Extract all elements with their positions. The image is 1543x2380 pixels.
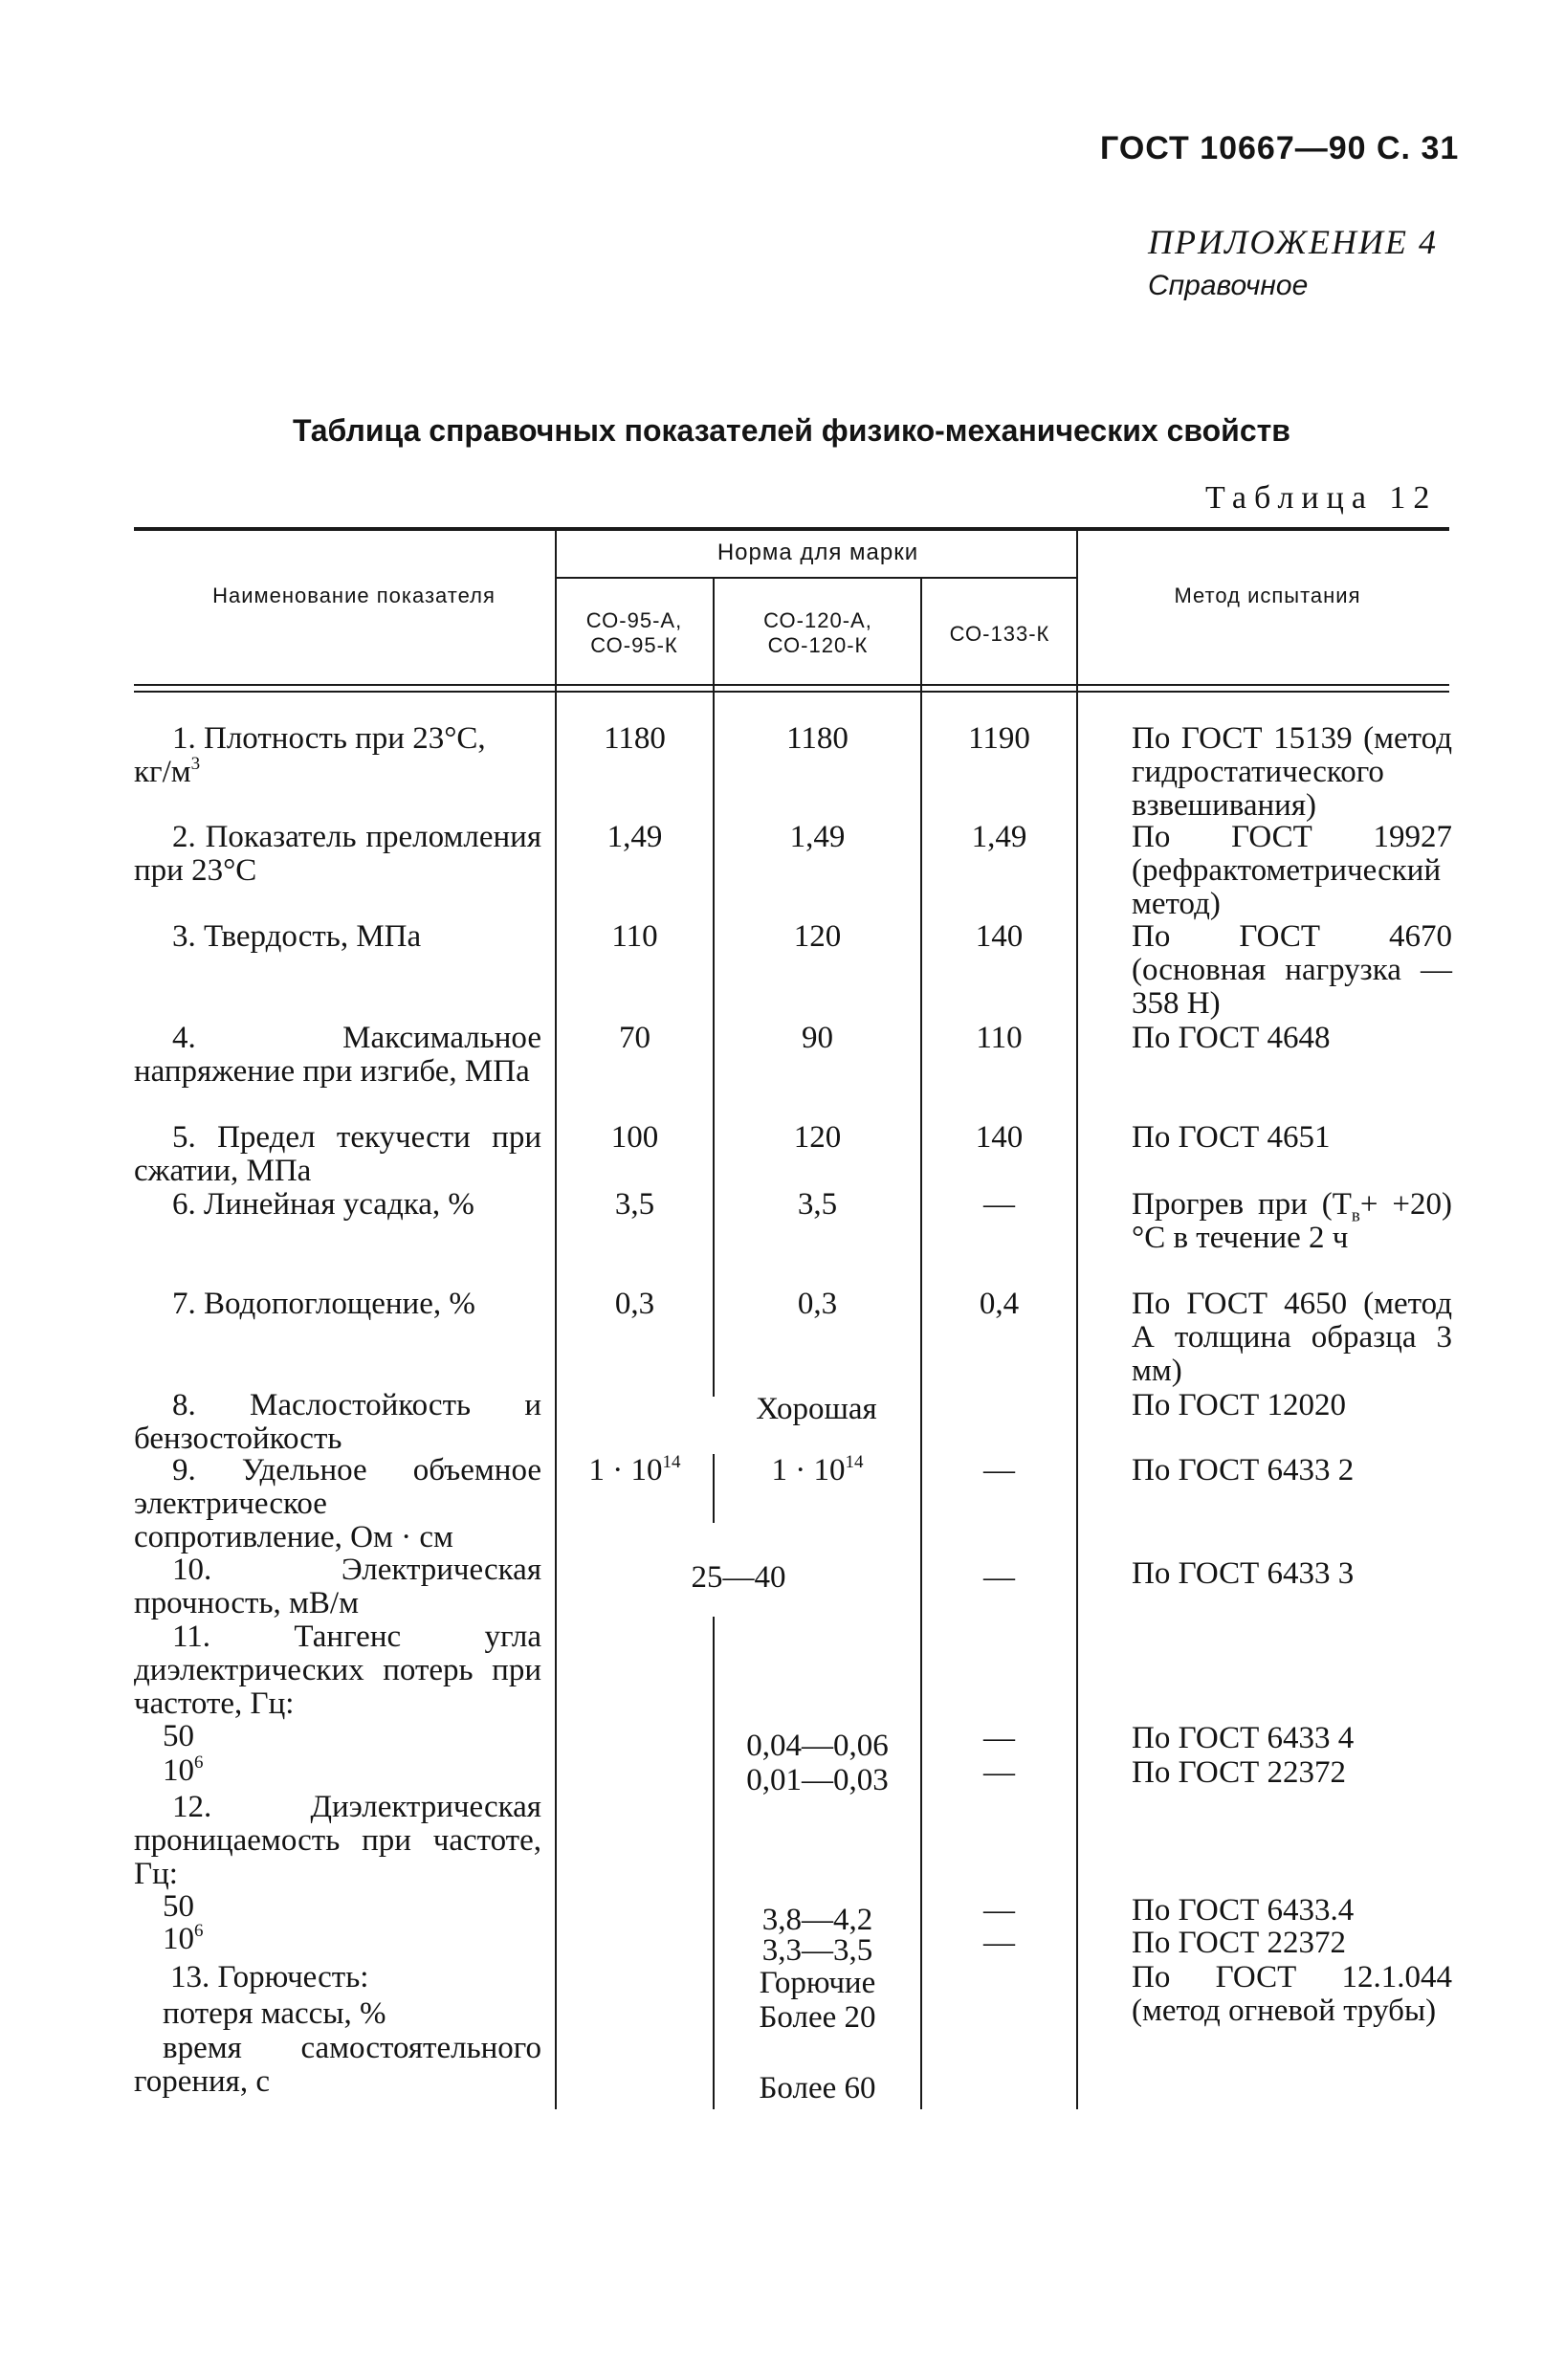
row-9-method: По ГОСТ 6433 2 bbox=[1132, 1453, 1355, 1488]
row-6-method: Прогрев при $(Т_в+ +20)^\circ С$ в течение 2 ч bbox=[1132, 1187, 1452, 1255]
col-header-method: Метод испытания bbox=[1174, 584, 1361, 607]
row-11-sub-1-method: По ГОСТ 6433 4 bbox=[1132, 1721, 1355, 1755]
row-5-grade-3: 140 bbox=[975, 1120, 1024, 1155]
row-9-grade-3: — bbox=[983, 1453, 1015, 1488]
row-12-sub-2-method: По ГОСТ 22372 bbox=[1132, 1926, 1346, 1960]
document-title: Таблица справочных показателей физико-механических свойств bbox=[293, 413, 1290, 448]
col-divider-2c bbox=[713, 1617, 715, 2109]
row-7-grade-3: 0,4 bbox=[979, 1287, 1020, 1321]
row-1-grade-1: 1180 bbox=[604, 721, 666, 756]
row-4-grade-3: 110 bbox=[976, 1021, 1023, 1055]
col-header-grade-3: СО-133-К bbox=[949, 622, 1050, 646]
row-1-grade-2: 1180 bbox=[786, 721, 849, 756]
row-10-method: По ГОСТ 6433 3 bbox=[1132, 1556, 1355, 1591]
row-13-sub-2-label: время самостоятельного горения, с bbox=[134, 2031, 541, 2099]
row-2-grade-3: 1,49 bbox=[971, 820, 1027, 854]
row-4-name: 4. Максимальное напряжение при изгибе, МПа bbox=[134, 1021, 541, 1089]
col-header-grade-1: СО-95-А, СО-95-К bbox=[585, 608, 683, 657]
table-number: Таблица 12 bbox=[1205, 480, 1438, 516]
row-11-sub-1-label: 50 bbox=[163, 1719, 194, 1753]
row-12-sub-1-grade-3: — bbox=[983, 1893, 1015, 1928]
row-6-grade-2: 3,5 bbox=[797, 1187, 838, 1222]
row-9-name: 9. Удельное объемное электрическое сопротивление, Ом · см bbox=[134, 1453, 541, 1554]
appendix-label: ПРИЛОЖЕНИЕ 4 bbox=[1148, 223, 1438, 261]
norm-header-rule bbox=[555, 577, 1076, 579]
row-13-name: 13. Горючесть: bbox=[170, 1960, 369, 1994]
row-13-sub-1-grade-2: Более 20 bbox=[759, 2000, 876, 2035]
header-bottom-rule-2 bbox=[134, 691, 1449, 693]
row-12-sub-2-label: $10^6$ bbox=[163, 1921, 204, 1956]
row-12-sub-1-grade-2: 3,8—4,2 bbox=[761, 1903, 873, 1937]
row-11-sub-2-label: $10^6$ bbox=[163, 1752, 204, 1788]
col-header-grade-2: СО-120-А, СО-120-К bbox=[763, 608, 872, 657]
row-6-name: 6. Линейная усадка, % bbox=[172, 1187, 474, 1222]
row-2-method: По ГОСТ 19927 (рефрактометрический метод) bbox=[1132, 820, 1452, 921]
row-6-grade-3: — bbox=[983, 1187, 1015, 1222]
row-13-grade-2: Горючие bbox=[759, 1966, 876, 2000]
row-13-sub-1-label: потеря массы, % bbox=[163, 1996, 386, 2031]
row-5-grade-1: 100 bbox=[610, 1120, 659, 1155]
row-11-sub-1-grade-2: 0,04—0,06 bbox=[746, 1729, 889, 1763]
row-2-grade-1: 1,49 bbox=[606, 820, 663, 854]
col-divider-4 bbox=[1076, 531, 1078, 2109]
row-3-method: По ГОСТ 4670 (основная нагрузка — 358 Н) bbox=[1132, 919, 1452, 1021]
row-11-sub-2-grade-2: 0,01—0,03 bbox=[746, 1763, 889, 1797]
row-2-grade-2: 1,49 bbox=[789, 820, 846, 854]
gost-page-header: ГОСТ 10667—90 С. 31 bbox=[1100, 130, 1460, 166]
row-1-grade-3: 1190 bbox=[968, 721, 1030, 756]
row-8-merged-value: Хорошая bbox=[756, 1392, 877, 1426]
row-3-grade-2: 120 bbox=[793, 919, 842, 954]
row-6-grade-1: 3,5 bbox=[614, 1187, 655, 1222]
row-4-method: По ГОСТ 4648 bbox=[1132, 1021, 1331, 1055]
row-9-grade-2: $1 \cdot 10^{14}$ bbox=[771, 1452, 864, 1488]
row-11-sub-2-grade-3: — bbox=[983, 1755, 1015, 1790]
row-5-grade-2: 120 bbox=[793, 1120, 842, 1155]
row-1-name: 1. Плотность при 23°С, $кг/м^3$ bbox=[134, 721, 486, 789]
row-4-grade-1: 70 bbox=[619, 1021, 650, 1055]
table-top-rule bbox=[134, 527, 1449, 531]
row-12-name: 12. Диэлектрическая проницаемость при частоте, Гц: bbox=[134, 1790, 541, 1891]
row-2-name: 2. Показатель преломления при 23°С bbox=[134, 820, 541, 888]
row-5-name: 5. Предел текучести при сжатии, МПа bbox=[134, 1120, 541, 1188]
row-13-method: По ГОСТ 12.1.044 (метод огневой трубы) bbox=[1132, 1960, 1452, 2028]
row-10-name: 10. Электрическая прочность, мВ/м bbox=[134, 1553, 541, 1620]
col-header-norm: Норма для марки bbox=[716, 540, 919, 565]
row-8-method: По ГОСТ 12020 bbox=[1132, 1388, 1346, 1422]
row-8-name: 8. Маслостойкость и бензостойкость bbox=[134, 1388, 541, 1456]
row-3-name: 3. Твердость, МПа bbox=[172, 919, 422, 954]
row-3-grade-3: 140 bbox=[975, 919, 1024, 954]
row-12-sub-2-grade-3: — bbox=[983, 1926, 1015, 1960]
row-7-grade-2: 0,3 bbox=[797, 1287, 838, 1321]
row-7-name: 7. Водопоглощение, % bbox=[172, 1287, 475, 1321]
reference-label: Справочное bbox=[1148, 270, 1309, 301]
row-7-method: По ГОСТ 4650 (метод А толщина образца 3 мм) bbox=[1132, 1287, 1452, 1388]
row-12-sub-1-method: По ГОСТ 6433.4 bbox=[1132, 1893, 1355, 1928]
row-12-sub-2-grade-2: 3,3—3,5 bbox=[761, 1933, 873, 1968]
row-1-method: По ГОСТ 15139 (метод гидростатического взвешивания) bbox=[1132, 721, 1452, 823]
row-12-sub-1-label: 50 bbox=[163, 1889, 194, 1924]
row-11-name: 11. Тангенс угла диэлектрических потерь при частоте, Гц: bbox=[134, 1620, 541, 1721]
row-10-grade-3: — bbox=[983, 1560, 1015, 1595]
row-11-sub-1-grade-3: — bbox=[983, 1721, 1015, 1755]
row-5-method: По ГОСТ 4651 bbox=[1132, 1120, 1331, 1155]
row-4-grade-2: 90 bbox=[802, 1021, 833, 1055]
header-bottom-rule-1 bbox=[134, 684, 1449, 686]
row-3-grade-1: 110 bbox=[611, 919, 658, 954]
row-11-sub-2-method: По ГОСТ 22372 bbox=[1132, 1755, 1346, 1790]
col-divider-3 bbox=[920, 577, 922, 2109]
col-header-name: Наименование показателя bbox=[212, 584, 496, 607]
row-10-merged-value: 25—40 bbox=[691, 1560, 786, 1595]
row-7-grade-1: 0,3 bbox=[614, 1287, 655, 1321]
row-13-sub-2-grade-2: Более 60 bbox=[759, 2071, 876, 2105]
col-divider-2 bbox=[713, 577, 715, 1397]
row-9-grade-1: $1 \cdot 10^{14}$ bbox=[588, 1452, 681, 1488]
